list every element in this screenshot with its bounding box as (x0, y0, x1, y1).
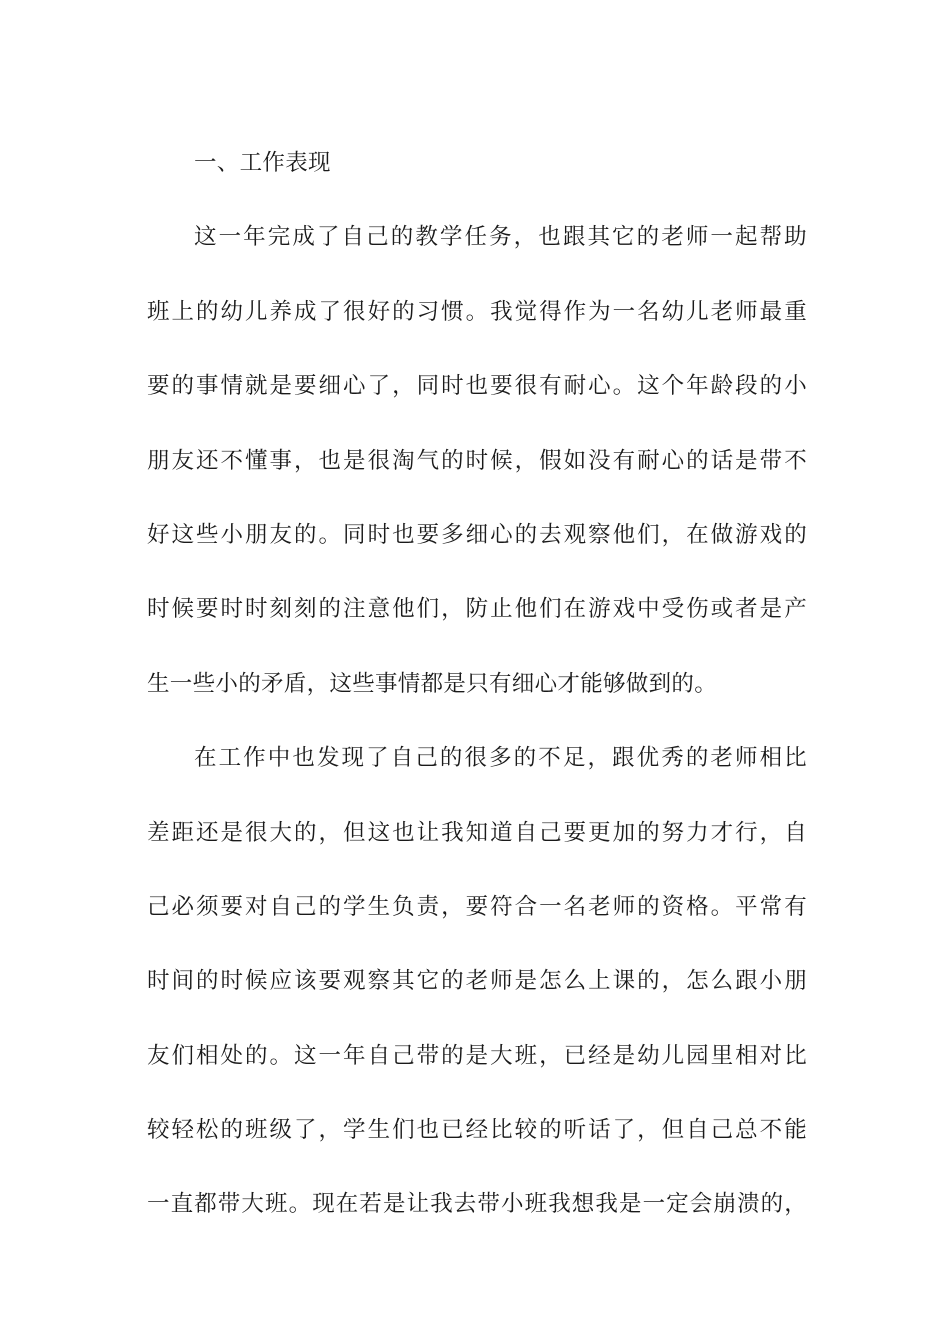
paragraph-line: 生一些小的矛盾，这些事情都是只有细心才能够做到的。 (147, 670, 718, 697)
paragraph-line: 一直都带大班。现在若是让我去带小班我想我是一定会崩溃的， (147, 1191, 807, 1218)
paragraph-line: 友们相处的。这一年自己带的是大班，已经是幼儿园里相对比 (147, 1042, 807, 1069)
paragraph-line: 要的事情就是要细心了，同时也要很有耐心。这个年龄段的小 (147, 373, 807, 400)
paragraph-2 (147, 721, 807, 1242)
paragraph-line: 这一年完成了自己的教学任务，也跟其它的老师一起帮助 (194, 224, 807, 251)
paragraph-line: 班上的幼儿养成了很好的习惯。我觉得作为一名幼儿老师最重 (147, 298, 807, 325)
paragraph-line: 时候要时时刻刻的注意他们，防止他们在游戏中受伤或者是产 (147, 596, 807, 623)
section-heading: 一、工作表现 (194, 150, 331, 176)
paragraph-line: 较轻松的班级了，学生们也已经比较的听话了，但自己总不能 (147, 1117, 807, 1144)
paragraph-line: 差距还是很大的，但这也让我知道自己要更加的努力才行，自 (147, 819, 807, 846)
paragraph-1 (147, 200, 807, 721)
document-body (147, 126, 807, 1242)
paragraph-line: 好这些小朋友的。同时也要多细心的去观察他们，在做游戏的 (147, 521, 807, 548)
paragraph-line: 朋友还不懂事，也是很淘气的时候，假如没有耐心的话是带不 (147, 447, 807, 474)
paragraph-line: 己必须要对自己的学生负责，要符合一名老师的资格。平常有 (147, 893, 807, 920)
paragraph-line: 时间的时候应该要观察其它的老师是怎么上课的，怎么跟小朋 (147, 968, 807, 995)
paragraph-line: 在工作中也发现了自己的很多的不足，跟优秀的老师相比 (194, 745, 807, 772)
